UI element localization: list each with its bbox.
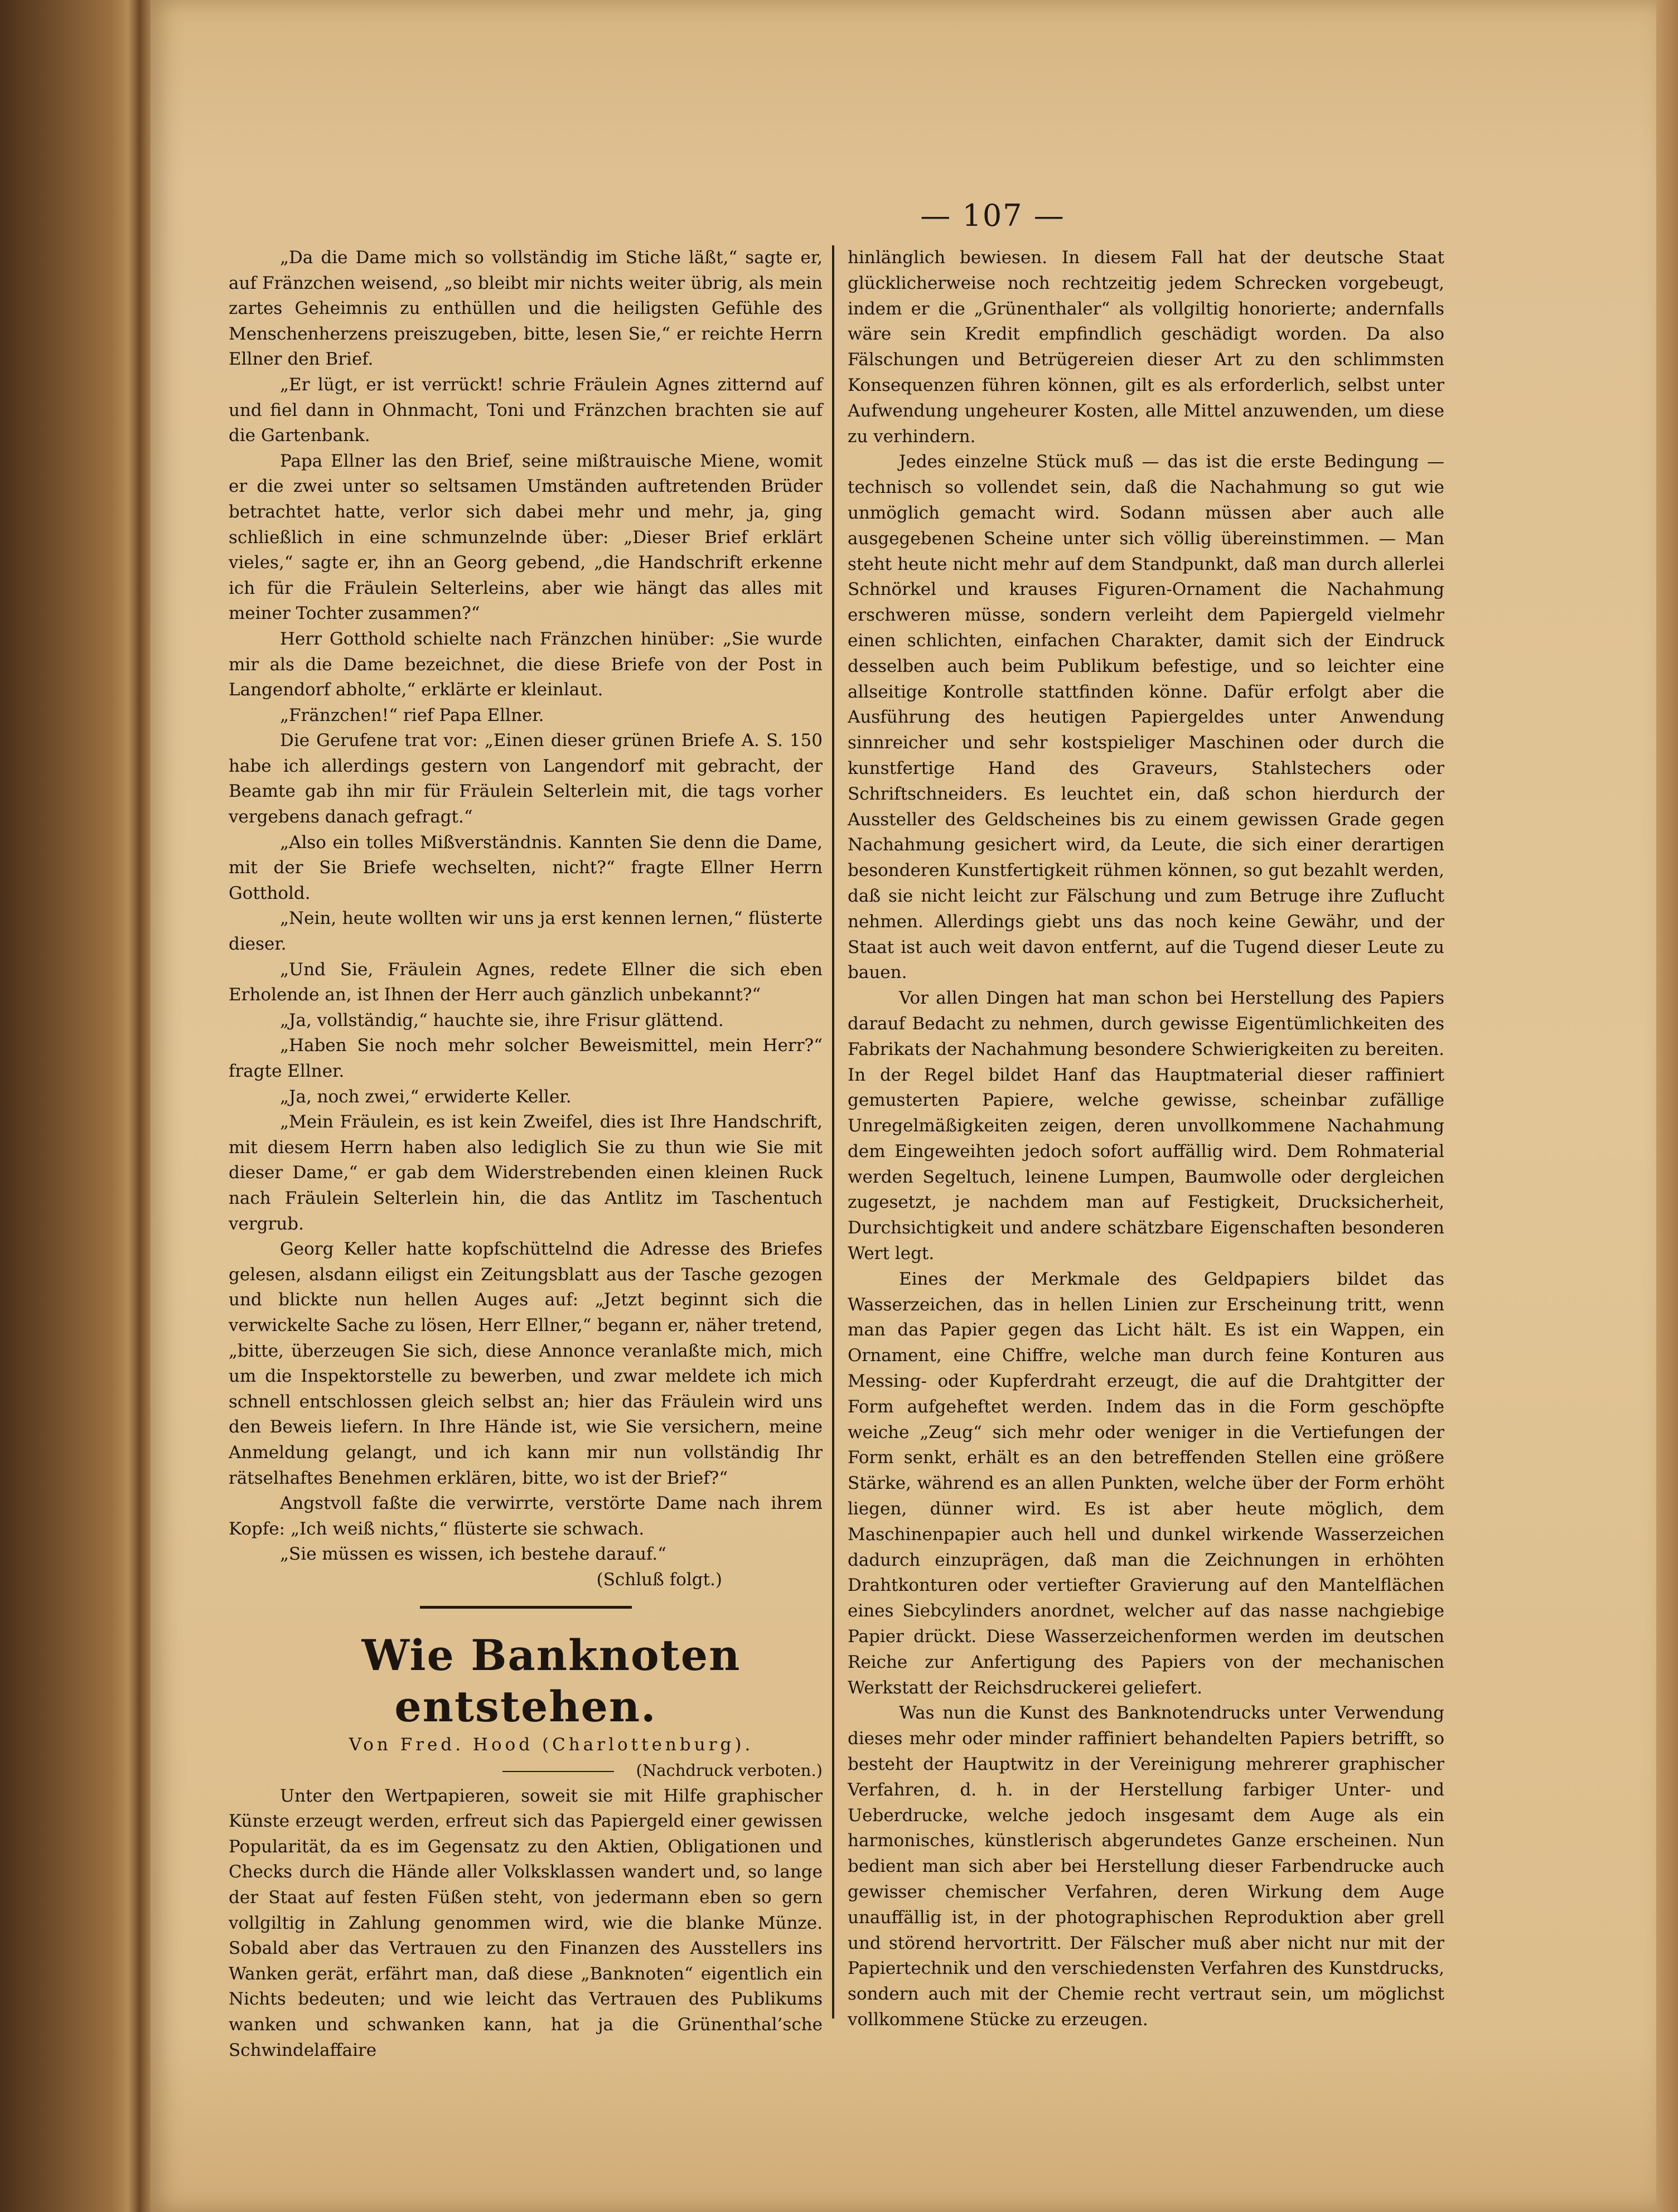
column-divider [832, 245, 834, 2019]
story-paragraph: „Mein Fräulein, es ist kein Zweifel, dies ist Ihre Handschrift, mit diesem Herrn haben also lediglich Sie zu thun wie Sie mit dieser Dame,“ er gab dem Widerstrebenden einen kleinen Ruck nach Fräulein Selterlein hin, die das Antlitz im Taschentuch vergrub. [229, 1112, 823, 1234]
article-paragraph: hinlänglich bewiesen. In diesem Fall hat der deutsche Staat glücklicherweise noch rechtzeitig jedem Schrecken vorgebeugt, indem er die „Grünenthaler“ als vollgiltig honorierte; andernfalls wäre sein Kredit empfindlich geschädigt worden. Da also Fälschungen und Betrügereien dieser Art zu den schlimmsten Konsequenzen führen können, gilt es als erforderlich, selbst unter Aufwendung ungeheurer Kosten, alle Mittel anzuwenden, um diese zu verhindern. [848, 248, 1444, 447]
section-separator [420, 1606, 632, 1609]
story-paragraph: „Haben Sie noch mehr solcher Beweismittel, mein Herr?“ fragte Ellner. [229, 1035, 823, 1081]
story-paragraph: Die Gerufene trat vor: „Einen dieser grünen Briefe A. S. 150 habe ich allerdings gestern von Langendorf mit gebracht, der Beamte gab ihn mir für Fräulein Selterlein mit, die tags vorher vergebens danach gefragt.“ [229, 730, 823, 827]
story-paragraph: „Da die Dame mich so vollständig im Stiche läßt,“ sagte er, auf Fränzchen weisend, „so bleibt mir nichts weiter übrig, als mein zartes Geheimnis zu enthüllen und die heiligsten Gefühle des Menschenherzens preiszugeben, bitte, lesen Sie,“ er reichte Herrn Ellner den Brief. [229, 248, 823, 370]
story-paragraph: Angstvoll faßte die verwirrte, verstörte Dame nach ihrem Kopfe: „Ich weiß nichts,“ flüsterte sie schwach. [229, 1493, 823, 1539]
story-paragraph: Papa Ellner las den Brief, seine mißtrauische Miene, womit er die zwei unter so seltsamen Umständen auftretenden Brüder betrachtet hatte, verlor sich dabei mehr und mehr, ja, ging schließlich in eine schmunzelnde über: „Dieser Brief erklärt vieles,“ sagte er, ihn an Georg gebend, „die Handschrift erkenne ich für die Fräulein Selterleins, aber wie hängt das alles mit meiner Tochter zusammen?“ [229, 451, 823, 624]
article-paragraph: Vor allen Dingen hat man schon bei Herstellung des Papiers darauf Bedacht zu nehmen, durch gewisse Eigentümlichkeiten des Fabrikats der Nachahmung besondere Schwierigkeiten zu bereiten. In der Regel bildet Hanf das Hauptmaterial dieser raffiniert gemusterten Papiere, welche gewisse, scheinbar zufällige Unregelmäßigkeiten zeigen, deren unvollkommene Nachahmung dem Eingeweihten jedoch sofort auffällig wird. Dem Rohmaterial werden Segeltuch, leinene Lumpen, Baumwolle oder dergleichen zugesetzt, je nachdem man auf Festigkeit, Drucksicherheit, Durchsichtigkeit und andere schätzbare Eigenschaften besonderen Wert legt. [848, 988, 1444, 1264]
article-paragraph: Jedes einzelne Stück muß — das ist die erste Bedingung — technisch so vollendet sein, daß die Nachahmung so gut wie unmöglich gemacht wird. Sodann müssen aber auch alle ausgegebenen Scheine unter sich völlig übereinstimmen. — Man steht heute nicht mehr auf dem Standpunkt, daß man durch allerlei Schnörkel und krauses Figuren-Ornament die Nachahmung erschweren müsse, sondern verleiht dem Papiergeld vielmehr einen schlichten, einfachen Charakter, damit sich der Eindruck desselben auch beim Publikum befestige, und so leichter eine allseitige Kontrolle stattfinden könne. Dafür erfolgt aber die Ausführung des heutigen Papiergeldes unter Anwendung sinnreicher und sehr kostspieliger Maschinen oder durch die kunstfertige Hand des Graveurs, Stahlstechers oder Schriftschneiders. Es leuchtet ein, daß schon hierdurch der Aussteller des Geldscheines bis zu einem gewissen Grade gegen Nachahmung gesichert wird, da Leute, die sich einer derartigen besonderen Kunstfertigkeit rühmen können, so gut bezahlt werden, daß sie nicht leicht zur Fälschung und zum Betruge ihre Zuflucht nehmen. Allerdings giebt uns das noch keine Gewähr, und der Staat ist auch weit davon entfernt, auf die Tugend dieser Leute zu bauen. [848, 452, 1444, 983]
story-paragraph: Herr Gotthold schielte nach Fränzchen hinüber: „Sie wurde mir als die Dame bezeichnet, die diese Briefe von der Post in Langendorf abholte,“ erklärte er kleinlaut. [229, 628, 823, 700]
page-number: — 107 — [920, 198, 1065, 233]
story-paragraph: „Ja, noch zwei,“ erwiderte Keller. [280, 1086, 572, 1107]
article-paragraph: Unter den Wertpapieren, soweit sie mit Hilfe graphischer Künste erzeugt werden, erfreut sich das Papiergeld einer gewissen Popularität, da es im Gegensatz zu den Aktien, Obligationen und Checks durch die Hände aller Volksklassen wandert und, so lange der Staat auf festen Füßen steht, von jedermann eben so gern vollgiltig in Zahlung genommen wird, wie die blanke Münze. Sobald aber das Vertrauen zu den Finanzen des Ausstellers ins Wanken gerät, erfährt man, daß diese „Banknoten“ eigentlich ein Nichts bedeuten; und wie leicht das Vertrauen des Publikums wanken und schwanken kann, hat ja die Grünenthal’sche Schwindelaffaire [229, 1785, 823, 2060]
article-paragraph: Was nun die Kunst des Banknotendrucks unter Verwendung dieses mehr oder minder raffiniert behandelten Papiers betrifft, so besteht der Hauptwitz in der Vereinigung mehrerer graphischer Verfahren, d. h. in der Herstellung farbiger Unter- und Ueberdrucke, welche jedoch insgesamt dem Auge als ein harmonisches, künstlerisch abgerundetes Ganze erscheinen. Nun bedient man sich aber bei Herstellung dieser Farbendrucke auch gewisser chemischer Verfahren, deren Wirkung dem Auge unauffällig ist, in der photographischen Reproduktion aber grell und störend hervortritt. Der Fälscher muß aber nicht nur mit der Papiertechnik und den verschiedensten Verfahren des Kunstdrucks, sondern auch mit der Chemie recht vertraut sein, um möglichst vollkommene Stücke zu erzeugen. [848, 1703, 1444, 2030]
article-byline: Von Fred. Hood (Charlottenburg). [349, 1735, 754, 1755]
story-paragraph: „Ja, vollständig,“ hauchte sie, ihre Frisur glättend. [280, 1010, 724, 1030]
continuation-note: (Schluß folgt.) [596, 1569, 722, 1590]
story-paragraph: „Fränzchen!“ rief Papa Ellner. [280, 705, 544, 725]
right-column [848, 245, 1444, 2033]
story-paragraph: „Nein, heute wollten wir uns ja erst kennen lernen,“ flüsterte dieser. [229, 908, 823, 955]
left-column [229, 245, 823, 2063]
reprint-notice [229, 1758, 823, 1784]
notice-rule [502, 1771, 614, 1772]
story-paragraph: Georg Keller hatte kopfschüttelnd die Adresse des Briefes gelesen, alsdann eiligst ein Zeitungsblatt aus der Tasche gezogen und blickte nun hellen Auges auf: „Jetzt beginnt sich die verwickelte Sache zu lösen, Herr Ellner,“ begann er, näher tretend, „bitte, überzeugen Sie sich, diese Annonce veranlaßte mich, mich um die Inspektorstelle zu bewerben, und zwar meldete ich mich schnell entschlossen gleich selbst an; hier das Fräulein wird uns den Beweis liefern. In Ihre Hände ist, wie Sie versichern, meine Anmeldung gelangt, und ich kann mir nun vollständig Ihr rätselhaftes Benehmen erklären, bitte, wo ist der Brief?“ [229, 1239, 823, 1488]
notice-text: (Nachdruck verboten.) [636, 1761, 823, 1780]
story-paragraph: „Also ein tolles Mißverständnis. Kannten Sie denn die Dame, mit der Sie Briefe wechselten, nicht?“ fragte Ellner Herrn Gotthold. [229, 832, 823, 903]
story-paragraph: „Sie müssen es wissen, ich bestehe darauf.“ [280, 1544, 666, 1565]
story-paragraph: „Und Sie, Fräulein Agnes, redete Ellner die sich eben Erholende an, ist Ihnen der Herr auch gänzlich unbekannt?“ [229, 959, 823, 1005]
story-paragraph: „Er lügt, er ist verrückt! schrie Fräulein Agnes zitternd auf und fiel dann in Ohnmacht, Toni und Fränzchen brachten sie auf die Gartenbank. [229, 374, 823, 446]
article-paragraph: Eines der Merkmale des Geldpapiers bildet das Wasserzeichen, das in hellen Linien zur Erscheinung tritt, wenn man das Papier gegen das Licht hält. Es ist ein Wappen, ein Ornament, eine Chiffre, welche man durch feine Konturen aus Messing- oder Kupferdraht erzeugt, die auf die Drahtgitter der Form aufgeheftet werden. Indem das in die Form geschöpfte weiche „Zeug“ sich mehr oder weniger in die Vertiefungen der Form senkt, erhält es an den betreffenden Stellen eine größere Stärke, während es an allen Punkten, welche über der Form erhöht liegen, dünner wird. Es ist aber heute möglich, dem Maschinenpapier auch hell und dunkel wirkende Wasserzeichen dadurch einzuprägen, daß man die Zeichnungen in erhöhten Drahtkonturen oder vertiefter Gravierung auf den Mantelflächen eines Siebcylinders anordnet, welcher auf das nasse nachgiebige Papier drückt. Diese Wasserzeichenformen werden im deutschen Reiche zur Anfertigung des Papiers von der mechanischen Werkstatt der Reichsdruckerei geliefert. [848, 1269, 1444, 1698]
article-title: Wie Banknoten entstehen. [361, 1630, 741, 1732]
